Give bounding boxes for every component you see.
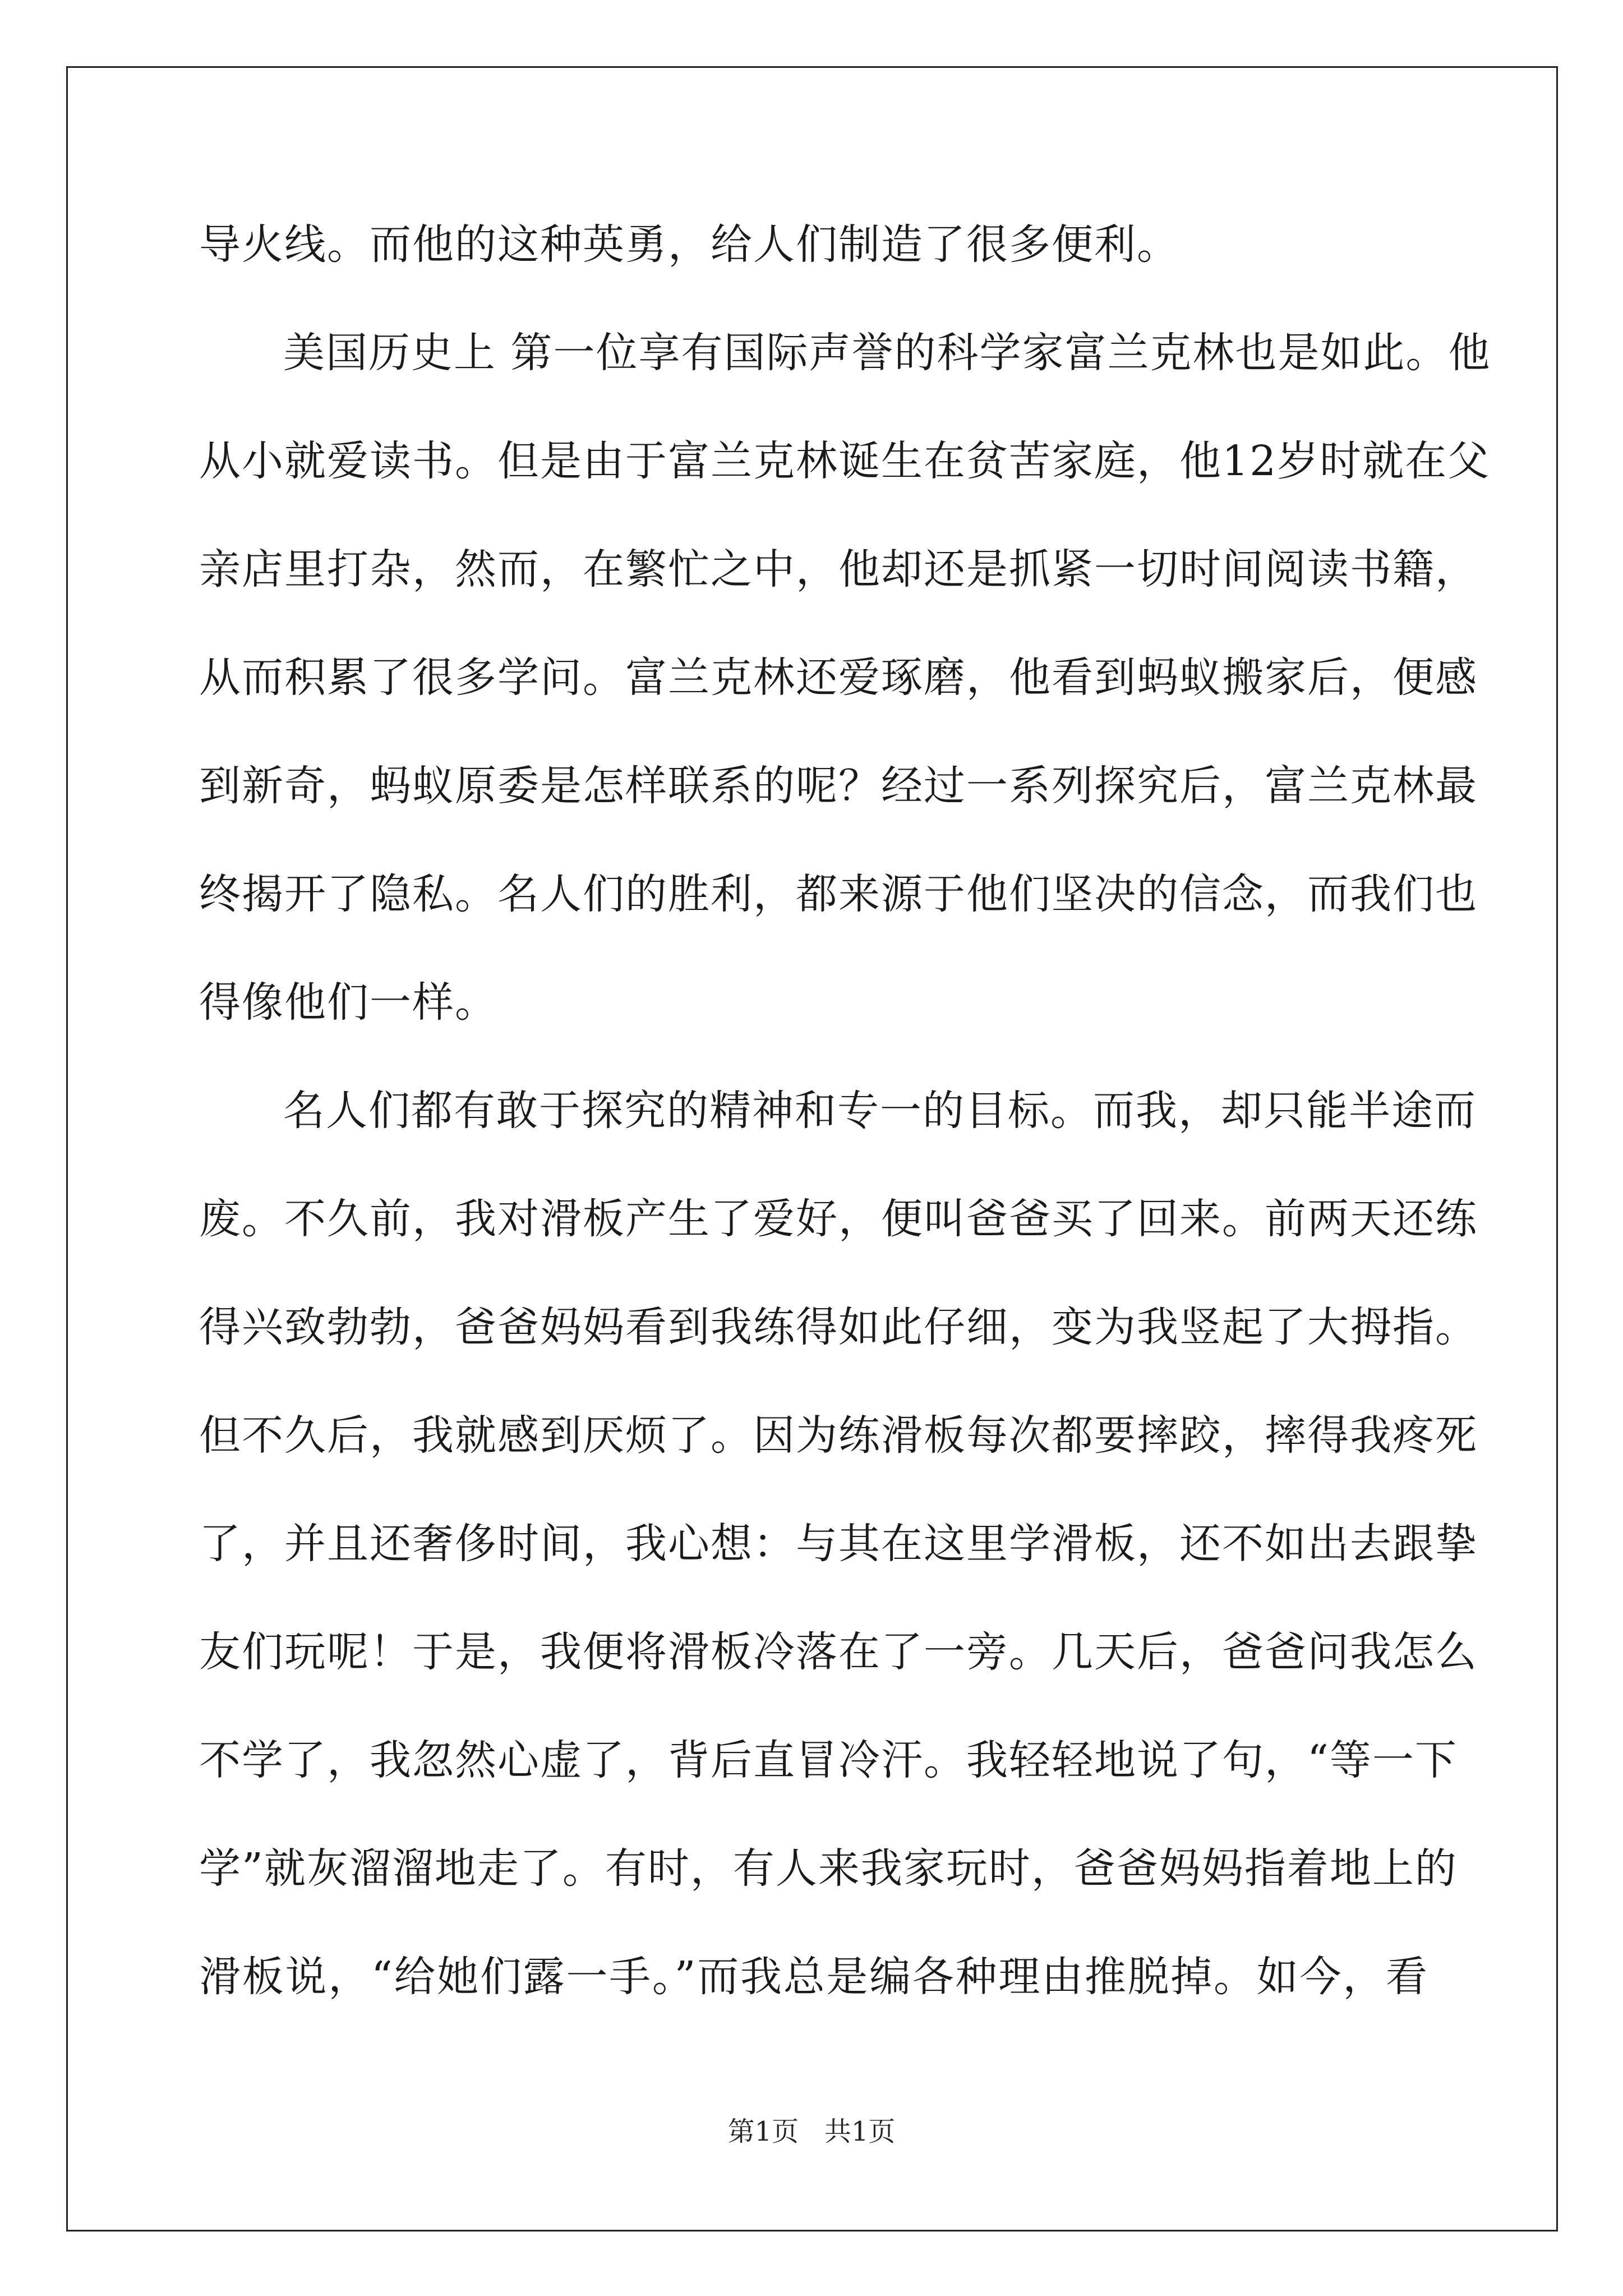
text-line: 但不久后，我就感到厌烦了。因为练滑板每次都要摔跤，摔得我疼死	[199, 1411, 1478, 1460]
document-body	[199, 191, 1491, 2031]
paragraph-first-line: 美国历史上 第一位享有国际声誉的科学家富兰克林也是如此。他	[283, 329, 1491, 377]
page-footer	[0, 2115, 1623, 2148]
text-line: 不学了，我忽然心虚了，背后直冒冷汗。我轻轻地说了句，“等一下	[199, 1736, 1458, 1784]
page-number-label: 第1页 共1页	[727, 2116, 896, 2147]
text-line: 从而积累了很多学问。富兰克林还爱琢磨，他看到蚂蚁搬家后，便感	[199, 654, 1478, 702]
text-line: 到新奇，蚂蚁原委是怎样联系的呢？经过一系列探究后，富兰克林最	[199, 762, 1478, 810]
text-line: 得像他们一样。	[199, 978, 497, 1027]
paragraph-first-line: 名人们都有敢于探究的精神和专一的目标。而我，却只能半途而	[283, 1087, 1477, 1135]
text-line: 了，并且还奢侈时间，我心想：与其在这里学滑板，还不如出去跟挚	[199, 1520, 1478, 1568]
text-line: 学”就灰溜溜地走了。有时，有人来我家玩时，爸爸妈妈指着地上的	[199, 1844, 1458, 1893]
text-line: 终揭开了隐私。名人们的胜利，都来源于他们坚决的信念，而我们也	[199, 870, 1478, 918]
text-line: 亲店里打杂，然而，在繁忙之中，他却还是抓紧一切时间阅读书籍，	[199, 545, 1478, 593]
text-line: 从小就爱读书。但是由于富兰克林诞生在贫苦家庭，他12岁时就在父	[199, 437, 1491, 485]
text-line: 滑板说，“给她们露一手。”而我总是编各种理由推脱掉。如今，看	[199, 1953, 1428, 2001]
text-line: 废。不久前，我对滑板产生了爱好，便叫爸爸买了回来。前两天还练	[199, 1195, 1478, 1243]
text-line: 得兴致勃勃，爸爸妈妈看到我练得如此仔细，变为我竖起了大拇指。	[199, 1303, 1478, 1351]
text-line: 导火线。而他的这种英勇，给人们制造了很多便利。	[199, 220, 1179, 269]
text-line: 友们玩呢！于是，我便将滑板冷落在了一旁。几天后，爸爸问我怎么	[199, 1628, 1478, 1676]
